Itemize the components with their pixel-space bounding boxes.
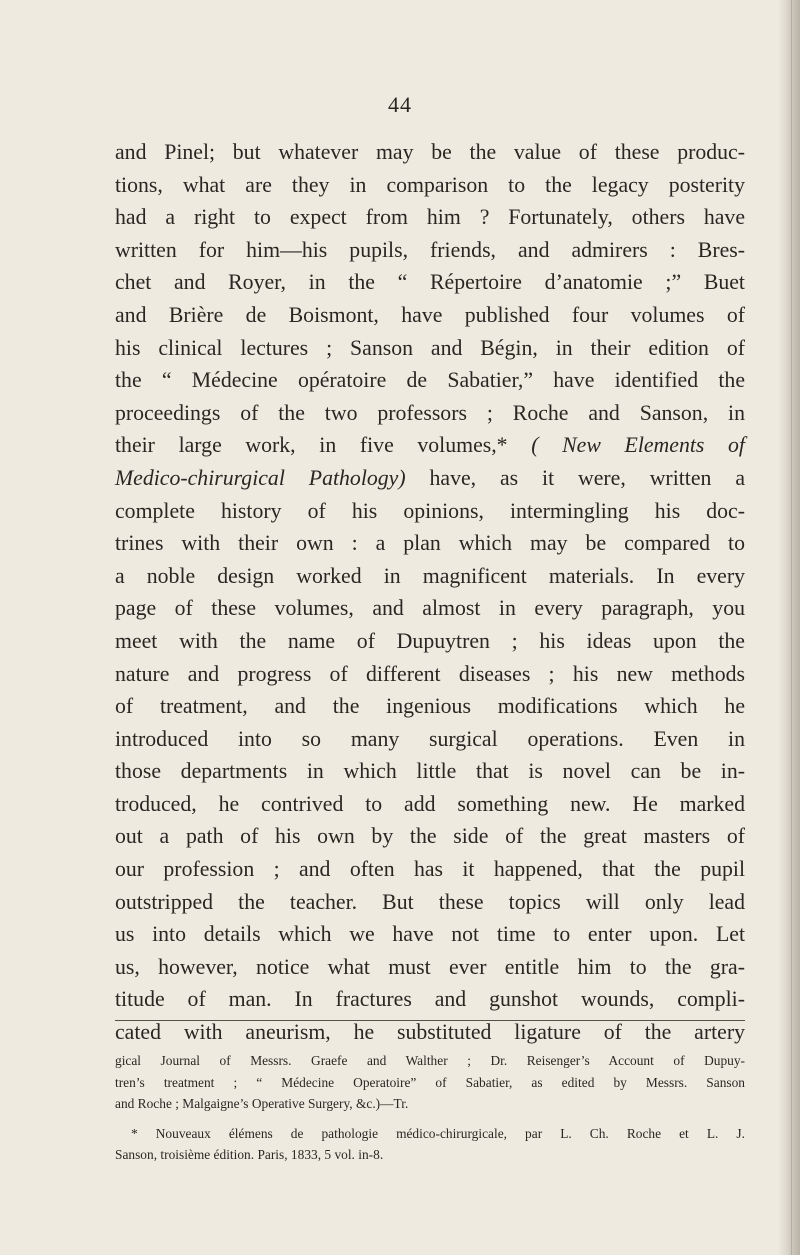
body-line: tions, what are they in comparison to the legacy posterity [115,172,745,197]
body-line: page of these volumes, and almost in every paragraph, you [115,596,745,621]
italic-title: Medico-chirurgical Pathology) [115,465,430,490]
page-edge-shadow [778,0,800,1255]
body-line: titude of man. In fractures and gunshot wounds, compli- [115,987,745,1012]
body-line-with-italic [115,429,745,462]
body-line: troduced, he contrived to add something new. He marked [115,791,745,816]
body-line: had a right to expect from him ? Fortunately, others have [115,205,745,230]
body-line: meet with the name of Dupuytren ; his ideas upon the [115,628,745,653]
body-line: us into details which we have not time to enter upon. Let [115,922,745,947]
body-line: complete history of his opinions, intermingling his doc- [115,498,745,523]
italic-title: ( New Elements of [531,433,745,458]
body-line: outstripped the teacher. But these topics will only lead [115,889,745,914]
body-line: and Brière de Boismont, have published four volumes of [115,302,745,327]
body-line: of treatment, and the ingenious modifications which he [115,694,745,719]
body-line: trines with their own : a plan which may be compared to [115,531,745,556]
body-line: chet and Royer, in the “ Répertoire d’anatomie ;” Buet [115,270,745,295]
footnote-divider [115,1020,745,1021]
body-line: a noble design worked in magnificent materials. In every [115,563,745,588]
body-line: nature and progress of different diseases ; his new methods [115,661,745,686]
body-line: written for him—his pupils, friends, and admirers : Bres- [115,237,745,262]
body-line-with-italic [115,462,745,495]
body-line: the “ Médecine opératoire de Sabatier,” have identified the [115,368,745,393]
body-line-text: their large work, in five volumes,* [115,433,532,458]
body-line: proceedings of the two professors ; Roche and Sanson, in [115,400,745,425]
body-text [115,136,745,1049]
footnote-line: Sanson, troisième édition. Paris, 1833, 5 vol. in-8. [115,1147,384,1162]
body-line: those departments in which little that is novel can be in- [115,759,745,784]
body-line: introduced into so many surgical operations. Even in [115,726,745,751]
page-number: 44 [388,92,412,117]
footnote-line: tren’s treatment ; “ Médecine Operatoire” of Sabatier, as edited by Messrs. Sanson [115,1074,745,1090]
body-line: and Pinel; but whatever may be the value of these produc- [115,140,745,164]
footnote-line: * Nouveaux élémens de pathologie médico-chirurgicale, par L. Ch. Roche et L. J. [131,1125,745,1141]
body-line: out a path of his own by the side of the great masters of [115,824,745,849]
footnote-line: and Roche ; Malgaigne’s Operative Surgery, &c.)—Tr. [115,1096,409,1111]
body-line: our profession ; and often has it happened, that the pupil [115,857,745,882]
page-edge-line [791,0,792,1255]
body-line: us, however, notice what must ever entitle him to the gra- [115,954,745,979]
body-line: cated with aneurism, he substituted ligature of the artery [115,1020,745,1045]
footnote-line: gical Journal of Messrs. Graefe and Walther ; Dr. Reisenger’s Account of Dupuy- [115,1053,745,1068]
body-line-text: have, as it were, written a [429,465,745,490]
footnote-gap [115,1115,745,1123]
footnotes [115,1050,745,1166]
body-line: his clinical lectures ; Sanson and Bégin, in their edition of [115,335,745,360]
